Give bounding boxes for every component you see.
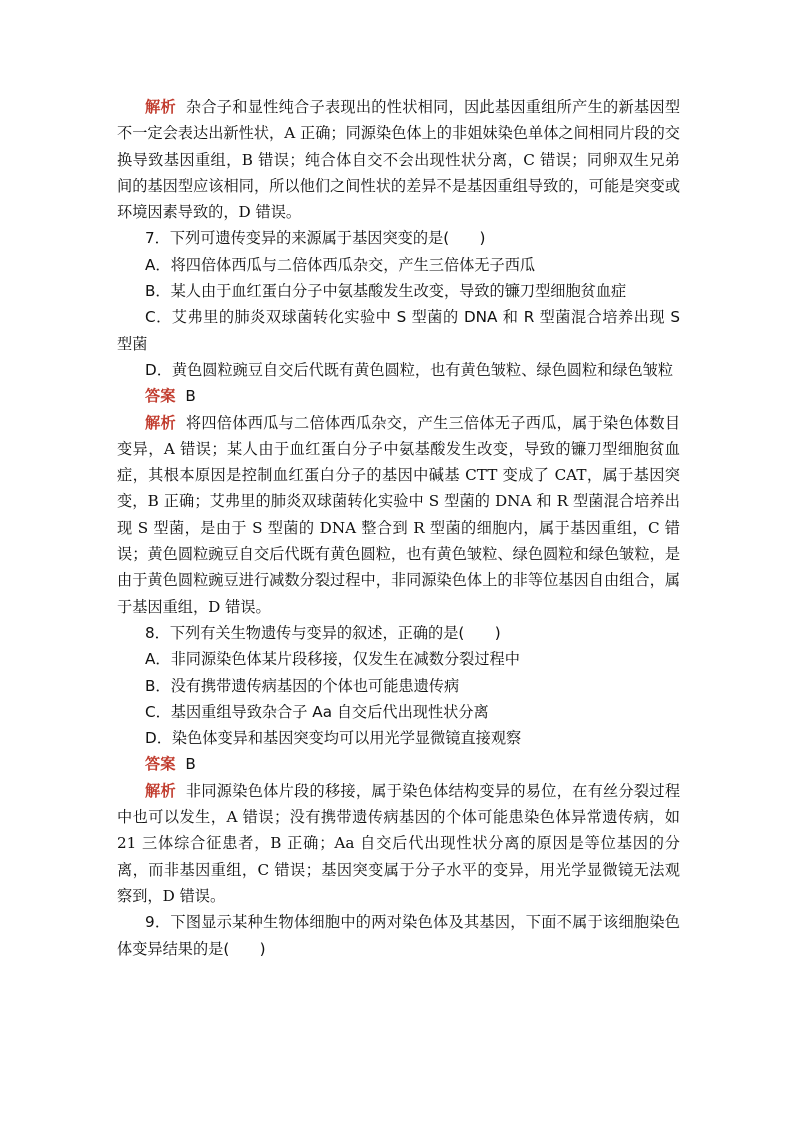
analysis-label: 解析: [145, 413, 176, 432]
document-body: [117, 94, 680, 962]
answer-label: 答案: [145, 755, 176, 774]
analysis-paragraph: [117, 410, 680, 620]
q7-option-d: D．黄色圆粒豌豆自交后代既有黄色圆粒，也有黄色皱粒、绿色圆粒和绿色皱粒: [145, 360, 674, 379]
question-9: 9．下图显示某种生物体细胞中的两对染色体及其基因，下面不属于该细胞染色体变异结果的是( ): [117, 913, 680, 958]
answer-value: B: [185, 755, 196, 774]
answer-label: 答案: [145, 387, 176, 406]
answer-paragraph: [117, 383, 680, 409]
q7-option-c: C．艾弗里的肺炎双球菌转化实验中 S 型菌的 DNA 和 R 型菌混合培养出现 S 型菌: [117, 308, 680, 353]
q8-option-b: B．没有携带遗传病基因的个体也可能患遗传病: [145, 676, 460, 695]
q8-option-a: A．非同源染色体某片段移接，仅发生在减数分裂过程中: [145, 650, 520, 669]
analysis-text: 杂合子和显性纯合子表现出的性状相同，因此基因重组所产生的新基因型不一定会表达出新性状，A 正确；同源染色体上的非姐妹染色单体之间相同片段的交换导致基因重组，B 错误；纯合体自交不会出现性状分离，C 错误；同卵双生兄弟间的基因型应该相同，所以他们之间性状的差异不是基因重组导致的，可能是突变或环境因素导致的，D 错误。: [117, 98, 681, 222]
analysis-label: 解析: [145, 781, 176, 800]
q8-option-d: D．染色体变异和基因突变均可以用光学显微镜直接观察: [145, 729, 522, 748]
question-7: 7．下列可遗传变异的来源属于基因突变的是( ): [145, 229, 486, 248]
q8-option-c: C．基因重组导致杂合子 Aa 自交后代出现性状分离: [145, 702, 489, 721]
question-8: 8．下列有关生物遗传与变异的叙述，正确的是( ): [145, 623, 501, 642]
q7-option-b: B．某人由于血红蛋白分子中氨基酸发生改变，导致的镰刀型细胞贫血症: [145, 282, 627, 301]
answer-value: B: [185, 387, 196, 406]
analysis-paragraph: [117, 778, 680, 909]
q7-option-a: A．将四倍体西瓜与二倍体西瓜杂交，产生三倍体无子西瓜: [145, 255, 536, 274]
analysis-text: 非同源染色体片段的移接，属于染色体结构变异的易位，在有丝分裂过程中也可以发生，A 错误；没有携带遗传病基因的个体可能患染色体异常遗传病，如 21 三体综合征患者，B 正确；Aa 自交后代出现性状分离的原因是等位基因的分离，而非基因重组，C 错误；基因突变属于分子水平的变异，用光学显微镜无法观察到，D 错误。: [117, 781, 681, 905]
analysis-label: 解析: [145, 98, 176, 116]
analysis-paragraph: [117, 94, 680, 225]
answer-paragraph: [117, 751, 680, 777]
analysis-text: 将四倍体西瓜与二倍体西瓜杂交，产生三倍体无子西瓜，属于染色体数目变异，A 错误；某人由于血红蛋白分子中氨基酸发生改变，导致的镰刀型细胞贫血症，其根本原因是控制血红蛋白分子的基因中碱基 CTT 变成了 CAT，属于基因突变，B 正确；艾弗里的肺炎双球菌转化实验中 S 型菌的 DNA 和 R 型菌混合培养出现 S 型菌，是由于 S 型菌的 DNA 整合到 R 型菌的细胞内，属于基因重组，C 错误；黄色圆粒豌豆自交后代既有黄色圆粒，也有黄色皱粒、绿色圆粒和绿色皱粒，是由于黄色圆粒豌豆进行减数分裂过程中，非同源染色体上的非等位基因自由组合，属于基因重组，D 错误。: [117, 413, 681, 616]
